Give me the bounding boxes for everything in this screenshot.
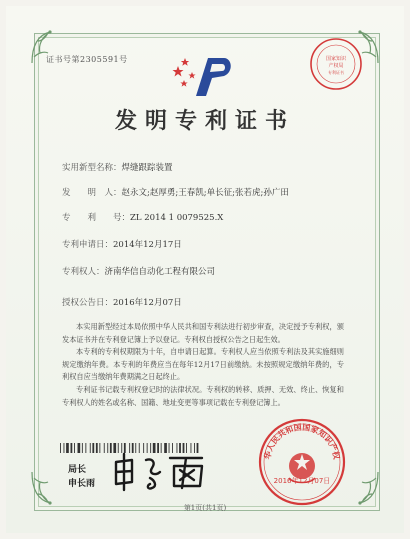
utility-name-value: 焊缝跟踪装置 <box>121 163 173 173</box>
svg-text:专利证书: 专利证书 <box>328 70 344 75</box>
director-name: 申长雨 <box>68 479 96 489</box>
grant-date-value: 2016年12月07日 <box>113 298 182 308</box>
barcode-bar <box>99 443 100 453</box>
patentee-label: 专利权人： <box>62 267 105 277</box>
barcode <box>60 438 200 448</box>
barcode-bar <box>74 443 75 453</box>
barcode-bar <box>82 443 83 453</box>
page-footer: 第1页(共1页) <box>183 504 227 512</box>
handwritten-signature <box>106 448 226 494</box>
utility-name-row <box>62 161 173 173</box>
barcode-bar <box>92 443 94 453</box>
svg-text:产权局: 产权局 <box>328 63 344 69</box>
seal-date: 2016年12月07日 <box>273 477 331 485</box>
filing-date-row <box>62 238 182 250</box>
barcode-bar <box>60 443 61 453</box>
top-seal-stamp <box>308 36 364 92</box>
corner-ornament-icon <box>342 468 382 508</box>
inventor-row <box>62 186 289 198</box>
barcode-bar <box>85 443 86 453</box>
grant-date-label: 授权公告日： <box>62 298 114 308</box>
filing-date-value: 2014年12月17日 <box>113 240 182 250</box>
barcode-bar <box>90 443 91 453</box>
patent-number-label: 专 利 号： <box>62 213 131 223</box>
official-seal-stamp <box>256 416 348 508</box>
patent-number-row <box>62 211 223 223</box>
patent-office-logo <box>172 52 234 104</box>
barcode-bar <box>96 443 98 453</box>
svg-text:国家知识: 国家知识 <box>325 56 347 62</box>
barcode-bar <box>71 443 73 453</box>
barcode-bar <box>104 443 105 453</box>
certificate-number: 证书号第2305591号 <box>46 55 128 64</box>
patentee-value: 济南华信自动化工程有限公司 <box>104 267 216 277</box>
barcode-bar <box>64 443 65 453</box>
body-paragraph: 本实用新型经过本局依照中华人民共和国专利法进行初步审查，决定授予专利权，颁发本证书并在专利登记簿上予以登记。专利权自授权公告之日起生效。 <box>62 322 344 344</box>
corner-ornament-icon <box>28 468 68 508</box>
body-paragraph: 本专利的专利权期限为十年，自申请日起算。专利权人应当依照专利法及其实施细则规定缴纳年费。本专利的年费应当在每年12月17日前缴纳。未按照规定缴纳年费的，专利权自应当缴纳年费期满之日起终止。 <box>62 347 344 382</box>
utility-name-label: 实用新型名称： <box>62 163 122 173</box>
filing-date-label: 专利申请日： <box>62 240 114 250</box>
certificate-title: 发明专利证书 <box>114 108 295 134</box>
barcode-bar <box>66 443 69 453</box>
patent-number-value: ZL 2014 1 0079525.X <box>130 213 224 223</box>
grant-date-row <box>62 296 182 308</box>
certificate-body <box>62 321 344 409</box>
patentee-row <box>62 265 215 277</box>
body-paragraph: 专利证书记载专利权登记时的法律状况。专利权的转移、质押、无效、终止、恢复和专利权人的姓名或名称、国籍、地址变更等事项记载在专利登记簿上。 <box>62 384 344 407</box>
inventor-value: 赵永文;赵厚勇;王春凯;单长征;张若虎;孙广田 <box>121 188 289 198</box>
svg-text:中华人民共和国国家知识产权局: 华人民共和国国家知识产权 <box>262 422 342 461</box>
inventor-label: 发 明 人： <box>62 188 122 198</box>
barcode-bar <box>78 443 81 453</box>
director-title: 局长 <box>68 465 87 475</box>
